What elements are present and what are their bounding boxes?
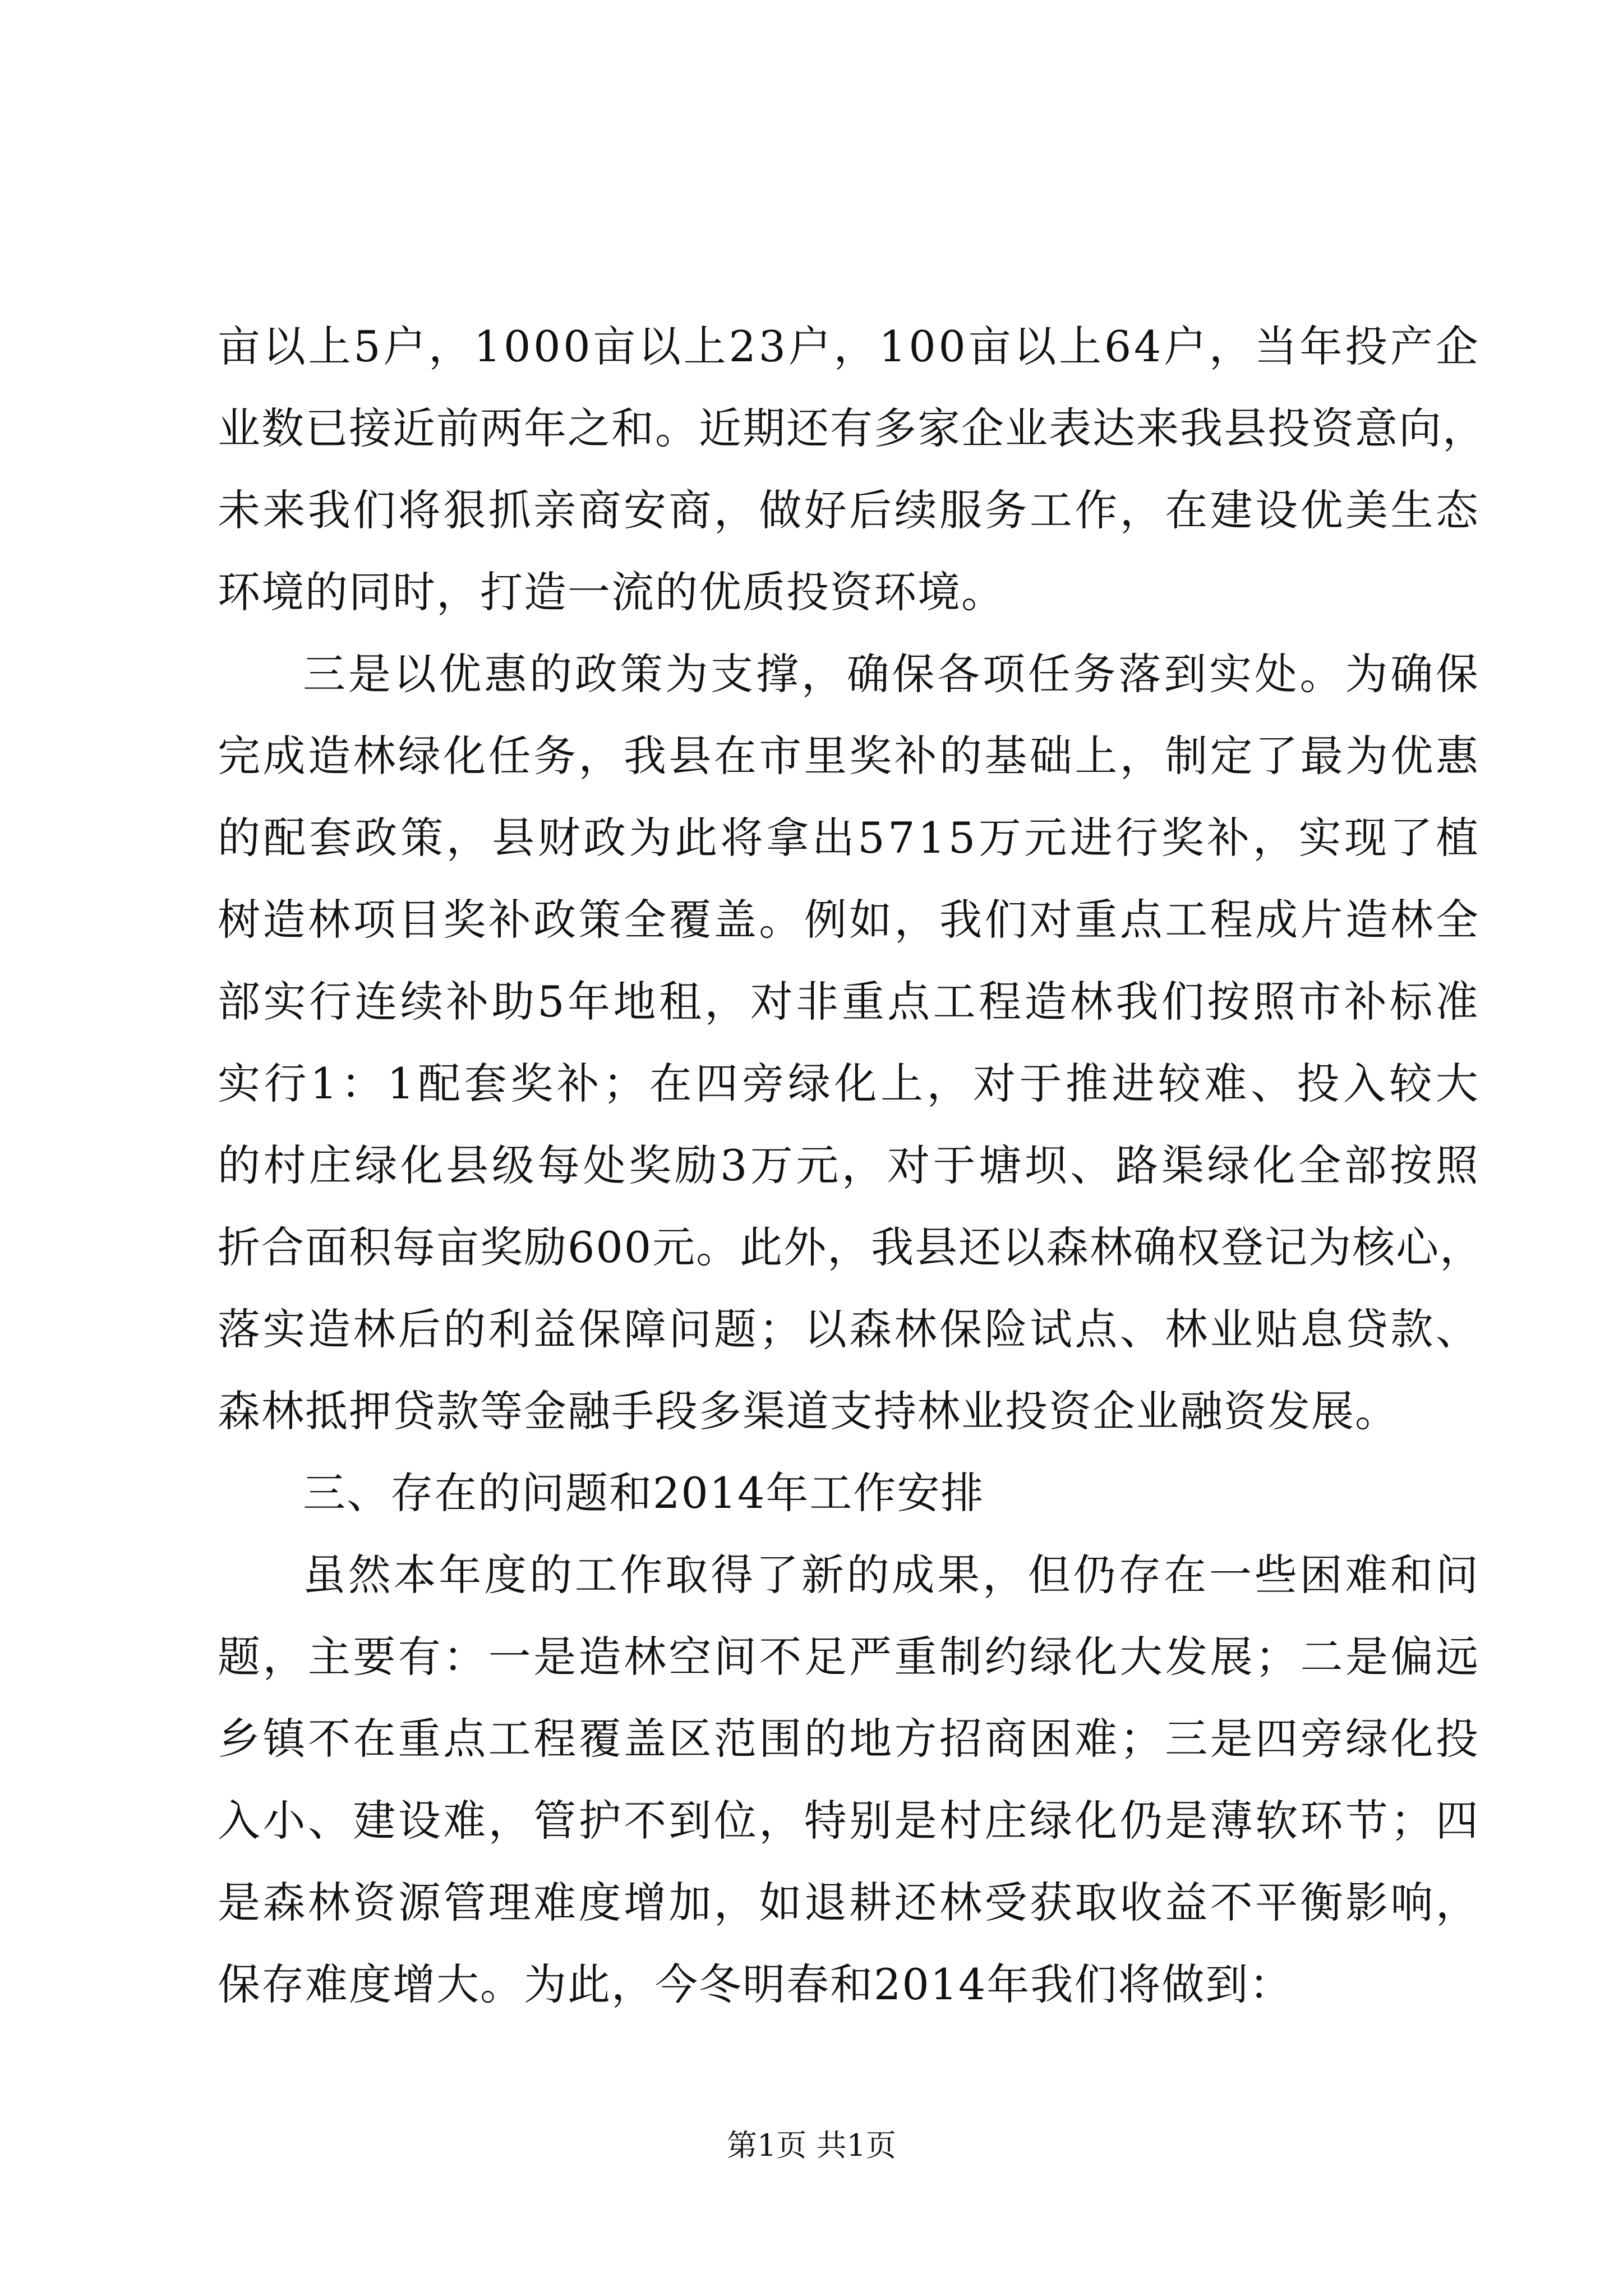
text-line: 亩 以 上 5 户 ， 1 0 0 0 亩 以 上 2 3 户 ， 1 0 0 亩 以 上 6 4 户 ， 当 年 投 产 企 xyxy=(218,321,1479,371)
page-footer: 第1页 共1页 xyxy=(727,2128,896,2163)
text-line: 森林抵押贷款等金融手段多渠道支持林业投资企业融资发展。 xyxy=(218,1386,1399,1436)
text-line: 实 行 1 ： 1 配 套 奖 补 ； 在 四 旁 绿 化 上 ， 对 于 推 进 较 难 、 投 入 较 大 xyxy=(218,1059,1479,1108)
section-heading xyxy=(218,1452,1479,1534)
text-line: 完 成 造 林 绿 化 任 务 ， 我 县 在 市 里 奖 补 的 基 础 上 ， 制 定 了 最 为 优 惠 xyxy=(218,731,1479,781)
text-line: 未 来 我 们 将 狠 抓 亲 商 安 商 ， 做 好 后 续 服 务 工 作 ， 在 建 设 优 美 生 态 xyxy=(218,485,1479,535)
text-line: 的 配 套 政 策 ， 县 财 政 为 此 将 拿 出 5 7 1 5 万 元 进 行 奖 补 ， 实 现 了 植 xyxy=(218,813,1479,863)
text-line: 题 ， 主 要 有 ： 一 是 造 林 空 间 不 足 严 重 制 约 绿 化 大 发 展 ； 二 是 偏 远 xyxy=(218,1632,1479,1682)
text-line: 三 是 以 优 惠 的 政 策 为 支 撑 ， 确 保 各 项 任 务 落 到 实 处 。 为 确 保 xyxy=(303,649,1479,699)
paragraph-investment xyxy=(218,306,1486,633)
text-line: 折 合 面 积 每 亩 奖 励 6 0 0 元 。 此 外 ， 我 县 还 以 森 林 确 权 登 记 为 核 心 ， xyxy=(218,1222,1484,1272)
text-line: 部 实 行 连 续 补 助 5 年 地 租 ， 对 非 重 点 工 程 造 林 我 们 按 照 市 补 标 准 xyxy=(218,977,1479,1027)
text-line: 虽 然 本 年 度 的 工 作 取 得 了 新 的 成 果 ， 但 仍 存 在 一 些 困 难 和 问 xyxy=(303,1550,1479,1600)
text-line: 乡 镇 不 在 重 点 工 程 覆 盖 区 范 围 的 地 方 招 商 困 难 ； 三 是 四 旁 绿 化 投 xyxy=(218,1714,1479,1764)
text-line: 的 村 庄 绿 化 县 级 每 处 奖 励 3 万 元 ， 对 于 塘 坝 、 路 渠 绿 化 全 部 按 照 xyxy=(218,1140,1479,1190)
text-line: 树 造 林 项 目 奖 补 政 策 全 覆 盖 。 例 如 ， 我 们 对 重 点 工 程 成 片 造 林 全 xyxy=(218,895,1479,945)
text-line: 环境的同时，打造一流的优质投资环境。 xyxy=(218,567,1005,617)
text-line: 是 森 林 资 源 管 理 难 度 增 加 ， 如 退 耕 还 林 受 获 取 收 益 不 平 衡 影 响 ， xyxy=(218,1878,1479,1927)
text-line: 业 数 已 接 近 前 两 年 之 和 。 近 期 还 有 多 家 企 业 表 达 来 我 县 投 资 意 向 ， xyxy=(218,403,1486,453)
paragraph-policy xyxy=(218,633,1484,1452)
section-title: 三、存在的问题和2014年工作安排 xyxy=(303,1468,985,1518)
text-line: 落 实 造 林 后 的 利 益 保 障 问 题 ； 以 森 林 保 险 试 点 、 林 业 贴 息 贷 款 、 xyxy=(218,1304,1479,1354)
paragraph-problems xyxy=(218,1534,1479,2026)
text-line: 入 小 、 建 设 难 ， 管 护 不 到 位 ， 特 别 是 村 庄 绿 化 仍 是 薄 软 环 节 ； 四 xyxy=(218,1796,1479,1846)
text-line: 保存难度增大。为此，今冬明春和2014年我们将做到： xyxy=(218,1959,1293,2009)
document-body xyxy=(218,306,1486,2026)
